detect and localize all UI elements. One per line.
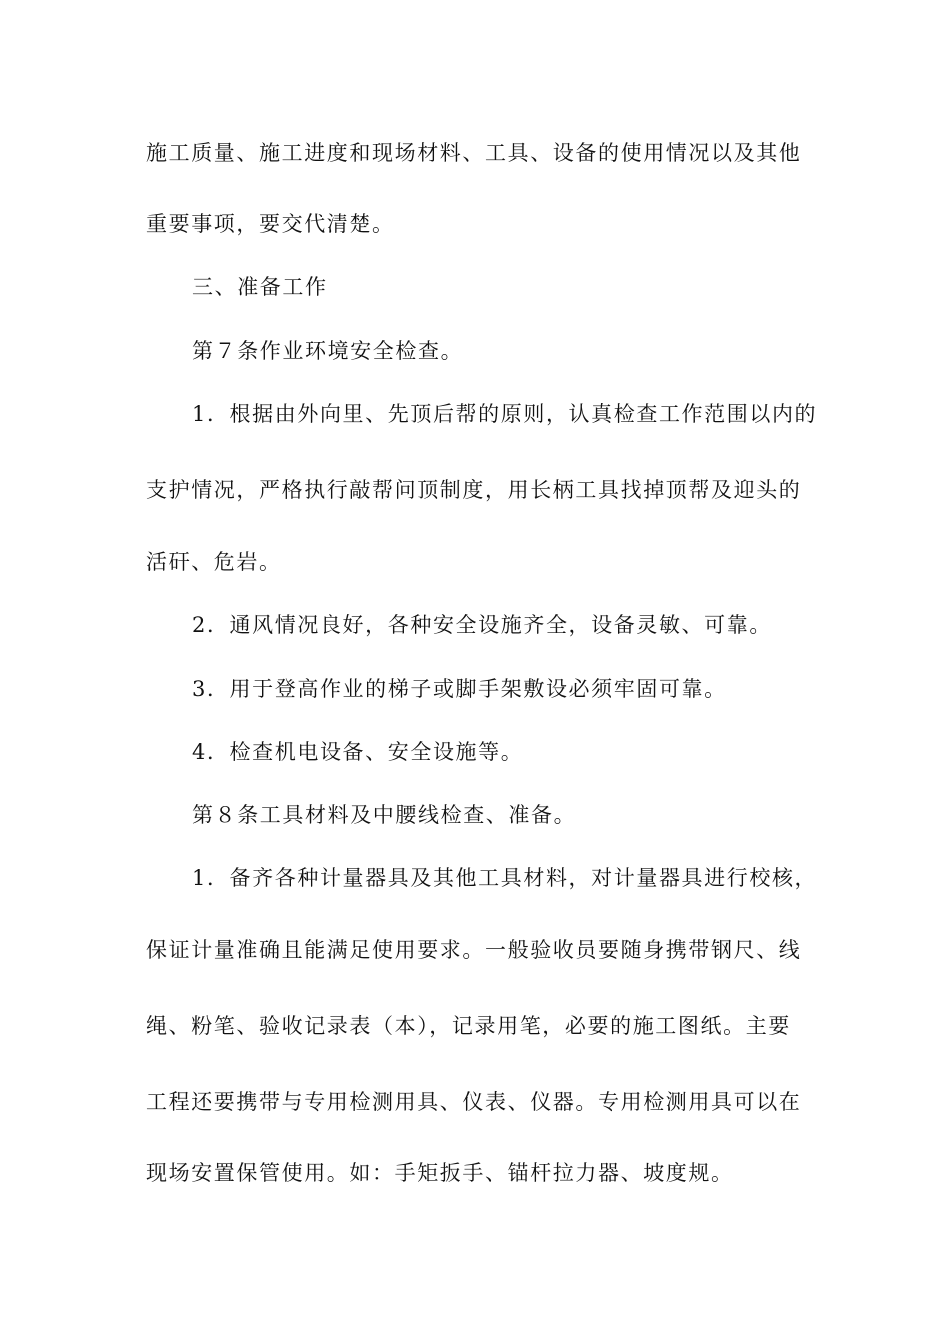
article-heading: 第７条作业环境安全检查。 <box>192 339 464 363</box>
paragraph-line: 绳、粉笔、验收记录表（本），记录用笔，必要的施工图纸。主要 <box>146 1014 791 1038</box>
list-item: 4．检查机电设备、安全设施等。 <box>192 740 524 764</box>
list-item: 1．根据由外向里、先顶后帮的原则，认真检查工作范围以内的 <box>192 402 818 426</box>
paragraph-line: 保证计量准确且能满足使用要求。一般验收员要随身携带钢尺、线 <box>146 938 802 962</box>
section-heading: 三、准备工作 <box>192 275 328 299</box>
list-item: 2．通风情况良好，各种安全设施齐全，设备灵敏、可靠。 <box>192 613 772 637</box>
paragraph-line: 活矸、危岩。 <box>146 550 282 574</box>
paragraph-line: 支护情况，严格执行敲帮问顶制度，用长柄工具找掉顶帮及迎头的 <box>146 478 802 502</box>
paragraph-line: 现场安置保管使用。如：手矩扳手、锚杆拉力器、坡度规。 <box>146 1161 734 1185</box>
paragraph-line: 重要事项，要交代清楚。 <box>146 212 395 236</box>
article-heading: 第８条工具材料及中腰线检查、准备。 <box>192 803 577 827</box>
paragraph-line: 工程还要携带与专用检测用具、仪表、仪器。专用检测用具可以在 <box>146 1090 802 1114</box>
list-item: 3．用于登高作业的梯子或脚手架敷设必须牢固可靠。 <box>192 677 727 701</box>
paragraph-line: 施工质量、施工进度和现场材料、工具、设备的使用情况以及其他 <box>146 141 802 165</box>
list-item: 1．备齐各种计量器具及其他工具材料，对计量器具进行校核， <box>192 866 818 890</box>
